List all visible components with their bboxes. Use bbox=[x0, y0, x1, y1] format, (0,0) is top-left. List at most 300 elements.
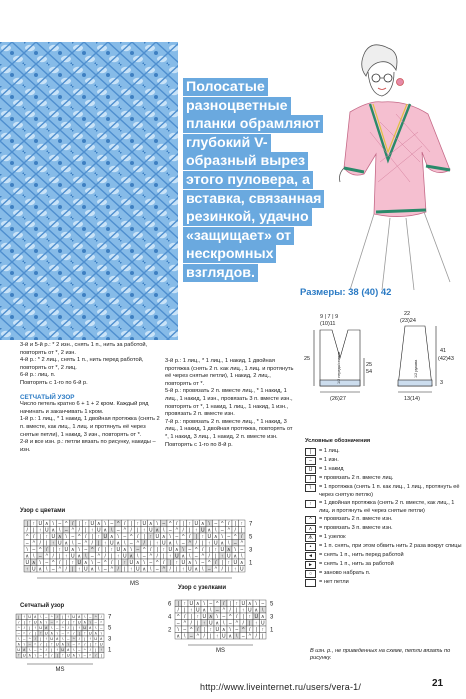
source-url[interactable]: http://www.liveinternet.ru/users/vera-1/ bbox=[200, 682, 362, 692]
dim-41: 41 bbox=[440, 348, 447, 354]
chart-symbol: / bbox=[150, 547, 152, 553]
chart-symbol: – bbox=[116, 527, 120, 534]
chart-symbol: U bbox=[44, 630, 48, 636]
chart-symbol: ↑ bbox=[216, 633, 219, 640]
chart-symbol: ^ bbox=[67, 630, 70, 636]
chart-symbol: U bbox=[83, 566, 88, 573]
chart-symbol: ^ bbox=[71, 527, 74, 534]
chart-symbol: U bbox=[129, 560, 134, 566]
chart-symbol: \ bbox=[156, 521, 158, 527]
chart-symbol: ^ bbox=[17, 625, 20, 630]
chart-symbol: U bbox=[168, 547, 173, 553]
legend-symbol: ∧ bbox=[305, 525, 316, 533]
chart-symbol: ↑ bbox=[23, 614, 26, 619]
row-number: 7 bbox=[108, 614, 112, 621]
label-half-front: 1/2 переда/спинки bbox=[337, 352, 341, 384]
chart-symbol: – bbox=[194, 553, 198, 560]
chart-symbol: ↑ bbox=[195, 527, 198, 534]
chart-symbol: – bbox=[149, 560, 153, 566]
chart-symbol: – bbox=[103, 566, 107, 573]
chart-symbol: – bbox=[25, 540, 29, 547]
chart-symbol: \ bbox=[189, 553, 191, 560]
chart-symbol: ↑ bbox=[162, 547, 165, 553]
chart-symbol: U bbox=[221, 633, 226, 640]
chart-symbol: – bbox=[72, 641, 75, 647]
chart-symbol: \ bbox=[216, 614, 218, 620]
chart-symbol: | bbox=[242, 614, 244, 620]
flower-chart-title: Узор с цветами bbox=[20, 508, 66, 514]
chart-symbol: ∧ bbox=[161, 534, 166, 540]
dim-13-14: 13(14) bbox=[404, 396, 420, 402]
chart-symbol: U bbox=[44, 527, 49, 534]
chart-symbol: – bbox=[51, 566, 55, 573]
instructions-column-2 bbox=[165, 358, 295, 449]
chart-symbol: / bbox=[51, 652, 53, 658]
legend-item bbox=[305, 552, 465, 560]
chart-symbol: \ bbox=[51, 625, 53, 630]
chart-symbol: | bbox=[84, 636, 86, 641]
chart-symbol: U bbox=[148, 527, 153, 534]
chart-symbol: U bbox=[94, 636, 98, 641]
chart-symbol: ∧ bbox=[72, 652, 76, 658]
chart-symbol: ∧ bbox=[247, 601, 252, 607]
chart-symbol: | bbox=[104, 547, 106, 553]
chart-symbol: U bbox=[66, 652, 70, 658]
chart-symbol: \ bbox=[104, 521, 106, 527]
chart-symbol: \ bbox=[117, 534, 119, 540]
knot-chart bbox=[165, 596, 305, 666]
chart-symbol: ∧ bbox=[94, 630, 98, 636]
legend-text: = нет петли bbox=[319, 579, 349, 586]
legend-symbol: \ bbox=[305, 484, 316, 492]
chart-symbol: / bbox=[189, 534, 191, 540]
chart-symbol: U bbox=[135, 566, 140, 573]
chart-symbol: ↑ bbox=[39, 527, 42, 534]
chart-symbol: ^ bbox=[234, 534, 237, 540]
chart-symbol: / bbox=[98, 547, 100, 553]
chart-symbol: – bbox=[77, 540, 81, 547]
chart-symbol: | bbox=[184, 607, 186, 614]
legend-item bbox=[305, 543, 465, 551]
chart-symbol: ↑ bbox=[52, 540, 55, 547]
chart-symbol: / bbox=[72, 521, 74, 527]
chart-symbol: ∧ bbox=[103, 527, 108, 534]
page-number: 21 bbox=[432, 678, 444, 689]
chart-symbol: / bbox=[143, 540, 145, 547]
chart-symbol: ^ bbox=[162, 566, 165, 573]
chart-symbol: ^ bbox=[222, 607, 225, 614]
chart-symbol: ↑ bbox=[196, 614, 199, 620]
chart-symbol: ^ bbox=[149, 553, 152, 560]
fashion-illustration bbox=[310, 42, 466, 292]
chart-symbol: U bbox=[103, 534, 108, 540]
chart-symbol: – bbox=[100, 625, 103, 630]
chart-symbol: ↑ bbox=[78, 566, 81, 573]
chart-symbol: U bbox=[155, 534, 160, 540]
chart-symbol: / bbox=[195, 540, 197, 547]
row-number-left: 2 bbox=[168, 627, 172, 634]
chart-symbol: \ bbox=[45, 619, 47, 625]
chart-symbol: \ bbox=[89, 619, 91, 625]
chart-symbol: \ bbox=[124, 540, 126, 547]
chart-symbol: ↑ bbox=[143, 527, 146, 534]
legend-item bbox=[305, 579, 465, 587]
chart-symbol: – bbox=[214, 521, 218, 527]
legend-note: В изн. р., не приведенных на схеме, петли вязать по рисунку. bbox=[310, 648, 451, 662]
legend-symbol: ◄ bbox=[305, 552, 316, 560]
chart-symbol: | bbox=[124, 566, 126, 573]
chart-symbol: ∧ bbox=[207, 527, 212, 534]
chart-symbol: | bbox=[111, 553, 113, 560]
chart-symbol: ↑ bbox=[89, 636, 92, 641]
chart-symbol: | bbox=[221, 560, 223, 566]
chart-symbol: – bbox=[207, 566, 211, 573]
chart-symbol: | bbox=[197, 620, 199, 627]
chart-symbol: | bbox=[241, 527, 243, 534]
legend-item bbox=[305, 534, 465, 542]
chart-symbol: – bbox=[188, 547, 192, 553]
chart-symbol: \ bbox=[223, 620, 225, 627]
chart-symbol: U bbox=[88, 630, 92, 636]
chart-symbol: U bbox=[64, 547, 69, 553]
chart-symbol: ^ bbox=[78, 534, 81, 540]
chart-symbol: ∧ bbox=[83, 619, 87, 625]
chart-symbol: – bbox=[90, 553, 94, 560]
chart-symbol: ↑ bbox=[221, 553, 224, 560]
chart-symbol: / bbox=[137, 534, 139, 540]
chart-symbol: ^ bbox=[50, 614, 53, 619]
chart-symbol: U bbox=[17, 647, 21, 652]
chart-symbol: / bbox=[236, 614, 238, 620]
chart-symbol: ^ bbox=[61, 625, 64, 630]
chart-symbol: ↑ bbox=[45, 534, 48, 540]
chart-symbol: ^ bbox=[248, 633, 251, 640]
row-number: 3 bbox=[249, 547, 253, 554]
dim-54: 54 bbox=[366, 369, 373, 375]
chart-symbol: | bbox=[137, 527, 139, 534]
legend-text: = провязать 2 п. вместе изн. bbox=[319, 516, 393, 523]
chart-symbol: – bbox=[64, 527, 68, 534]
chart-symbol: \ bbox=[84, 614, 86, 619]
chart-symbol: ∧ bbox=[254, 607, 259, 614]
chart-symbol: \ bbox=[228, 540, 230, 547]
chart-symbol: ∧ bbox=[109, 534, 114, 540]
chart-symbol: U bbox=[247, 607, 252, 614]
chart-symbol: | bbox=[95, 647, 97, 652]
legend-text: = 1 двойная протяжка (снять 2 п. вместе, как лиц., 1 лиц. и протянуть её через снятые петли) bbox=[319, 500, 455, 514]
chart-symbol: ↑ bbox=[94, 641, 97, 647]
chart-symbol: \ bbox=[56, 630, 58, 636]
chart-symbol: ↑ bbox=[17, 652, 20, 658]
knit-swatch-photo bbox=[0, 42, 178, 340]
chart-symbol: | bbox=[52, 547, 54, 553]
chart-symbol: ↑ bbox=[78, 625, 81, 630]
chart-symbol: U bbox=[207, 534, 212, 540]
chart-symbol: \ bbox=[203, 601, 205, 607]
chart-symbol: ^ bbox=[182, 534, 185, 540]
chart-symbol: ^ bbox=[110, 566, 113, 573]
chart-symbol: / bbox=[177, 607, 179, 614]
chart-symbol: U bbox=[70, 553, 75, 560]
chart-symbol: ^ bbox=[94, 614, 97, 619]
chart-symbol: – bbox=[123, 534, 127, 540]
chart-symbol: – bbox=[23, 636, 26, 641]
chart-symbol: ^ bbox=[214, 566, 217, 573]
chart-symbol: – bbox=[71, 534, 75, 540]
chart-symbol: – bbox=[56, 625, 59, 630]
chart-symbol: / bbox=[18, 619, 20, 625]
chart-symbol: – bbox=[78, 647, 81, 652]
chart-symbol: ^ bbox=[65, 521, 68, 527]
chart-symbol: ↑ bbox=[61, 652, 64, 658]
chart-symbol: \ bbox=[67, 641, 69, 647]
sizes-label: Размеры: 38 (40) 42 bbox=[300, 287, 392, 298]
row-number-left: 6 bbox=[168, 601, 172, 608]
chart-symbol: ^ bbox=[130, 534, 133, 540]
chart-symbol: | bbox=[150, 540, 152, 547]
chart-symbol: ^ bbox=[156, 560, 159, 566]
chart-symbol: ^ bbox=[32, 540, 35, 547]
row-number: 3 bbox=[270, 614, 274, 621]
chart-symbol: \ bbox=[262, 607, 264, 614]
chart-symbol: – bbox=[162, 521, 166, 527]
chart-symbol: / bbox=[33, 534, 35, 540]
legend-symbol: • bbox=[305, 543, 316, 551]
chart-symbol: ∧ bbox=[38, 566, 43, 573]
chart-symbol: ∧ bbox=[50, 630, 54, 636]
chart-symbol: U bbox=[200, 527, 205, 534]
chart-symbol: ↑ bbox=[203, 620, 206, 627]
chart-symbol: ∧ bbox=[260, 614, 265, 620]
chart-symbol: ↑ bbox=[97, 534, 100, 540]
chart-symbol: ∧ bbox=[208, 614, 213, 620]
chart-symbol: / bbox=[85, 534, 87, 540]
chart-symbol: – bbox=[209, 601, 213, 607]
chart-symbol: ↑ bbox=[227, 560, 230, 566]
chart-symbol: ^ bbox=[45, 652, 48, 658]
legend-item bbox=[305, 500, 465, 515]
chart-symbol: ^ bbox=[23, 630, 26, 636]
chart-symbol: ∧ bbox=[70, 547, 75, 553]
chart-symbol: U bbox=[254, 614, 259, 620]
chart-symbol: \ bbox=[72, 540, 74, 547]
chart-symbol: – bbox=[94, 619, 97, 625]
chart-symbol: ↑ bbox=[182, 566, 185, 573]
legend-item bbox=[305, 457, 465, 465]
chart-symbol: ↑ bbox=[83, 630, 86, 636]
chart-symbol: ↑ bbox=[201, 534, 204, 540]
chart-symbol: ↑ bbox=[72, 619, 75, 625]
dim-right-top: 22 bbox=[404, 311, 411, 317]
chart-symbol: ∧ bbox=[77, 614, 81, 619]
chart-symbol: / bbox=[202, 547, 204, 553]
chart-symbol: ^ bbox=[89, 652, 92, 658]
chart-symbol: | bbox=[91, 534, 93, 540]
chart-symbol: | bbox=[229, 601, 231, 607]
chart-symbol: | bbox=[45, 641, 47, 647]
chart-symbol: U bbox=[38, 521, 43, 527]
chart-symbol: ∧ bbox=[90, 566, 95, 573]
chart-symbol: | bbox=[182, 521, 184, 527]
row-number: 1 bbox=[249, 560, 253, 567]
rows-3-5-text: 3-й и 5-й р.: * 2 изн., снять 1 п., нить за работой, повторять от *, 2 изн. bbox=[20, 342, 148, 356]
legend-symbol: | bbox=[305, 448, 316, 456]
chart-symbol: / bbox=[221, 566, 223, 573]
chart-symbol: ∧ bbox=[226, 547, 231, 553]
chart-symbol: – bbox=[89, 614, 92, 619]
chart-symbol: ∧ bbox=[135, 560, 140, 566]
chart-symbol: | bbox=[59, 553, 61, 560]
chart-symbol: U bbox=[83, 625, 87, 630]
chart-symbol: / bbox=[46, 547, 48, 553]
chart-symbol: | bbox=[100, 652, 102, 658]
chart-symbol: \ bbox=[65, 534, 67, 540]
chart-symbol: ↑ bbox=[100, 647, 103, 652]
chart-symbol: | bbox=[29, 625, 31, 630]
chart-symbol: ^ bbox=[196, 633, 199, 640]
chart-symbol: ^ bbox=[201, 553, 204, 560]
chart-symbol: | bbox=[85, 527, 87, 534]
chart-symbol: | bbox=[156, 547, 158, 553]
chart-symbol: U bbox=[55, 641, 59, 647]
chart-symbol: \ bbox=[59, 527, 61, 534]
chart-symbol: \ bbox=[18, 636, 20, 641]
chart-symbol: ^ bbox=[242, 627, 245, 633]
chart-symbol: ↑ bbox=[261, 627, 264, 633]
row-number: 1 bbox=[270, 627, 274, 634]
chart-symbol: U bbox=[50, 636, 54, 641]
chart-symbol: / bbox=[78, 636, 80, 641]
chart-symbol: | bbox=[117, 560, 119, 566]
chart-symbol: | bbox=[262, 633, 264, 640]
chart-symbol: U bbox=[33, 619, 37, 625]
chart-symbol: | bbox=[169, 560, 171, 566]
chart-symbol: ↑ bbox=[65, 553, 68, 560]
dim-top: 9 | 7 | 9 bbox=[320, 314, 339, 320]
chart-symbol: – bbox=[220, 527, 224, 534]
chart-symbol: | bbox=[203, 627, 205, 633]
chart-symbol: ∧ bbox=[228, 633, 233, 640]
legend-text: = провязать 2 п. вместе лиц. bbox=[319, 475, 394, 482]
chart-symbol: / bbox=[156, 553, 158, 560]
chart-symbol: | bbox=[255, 627, 257, 633]
chart-symbol: ↑ bbox=[190, 607, 193, 614]
chart-symbol: / bbox=[95, 652, 97, 658]
chart-symbol: \ bbox=[40, 614, 42, 619]
chart-symbol: ↑ bbox=[32, 521, 35, 527]
legend-text: = снять 1 п., нить за работой bbox=[319, 561, 394, 568]
chart-symbol: | bbox=[215, 553, 217, 560]
chart-symbol: U bbox=[96, 527, 101, 534]
chart-symbol: – bbox=[175, 534, 179, 540]
chart-symbol: ∧ bbox=[148, 521, 153, 527]
chart-symbol: U bbox=[220, 547, 225, 553]
label-sleeve: 1/2 рукава bbox=[414, 359, 418, 378]
chart-symbol: ↑ bbox=[123, 560, 126, 566]
chart-symbol: | bbox=[23, 619, 25, 625]
chart-symbol: ^ bbox=[183, 620, 186, 627]
chart-symbol: / bbox=[39, 540, 41, 547]
legend-item bbox=[305, 484, 465, 499]
chart-symbol: / bbox=[91, 540, 93, 547]
chart-symbol: ↑ bbox=[183, 601, 186, 607]
chart-symbol: U bbox=[31, 566, 36, 573]
chart-symbol: / bbox=[242, 620, 244, 627]
chart-symbol: – bbox=[83, 652, 86, 658]
chart-symbol: ^ bbox=[34, 641, 37, 647]
chart-symbol: / bbox=[67, 625, 69, 630]
mesh-heading: СЕТЧАТЫЙ УЗОР bbox=[20, 393, 75, 401]
chart-symbol: – bbox=[129, 540, 133, 547]
chart-symbol: ↑ bbox=[34, 625, 37, 630]
chart-symbol: / bbox=[89, 647, 91, 652]
knot-chart-title: Узор с узелками bbox=[178, 585, 227, 591]
chart-symbol: ∧ bbox=[17, 641, 21, 647]
chart-symbol: ∧ bbox=[202, 607, 207, 614]
chart-symbol: ∧ bbox=[129, 553, 134, 560]
chart-symbol: ∧ bbox=[44, 521, 49, 527]
col2-row7: 7-й р.: провязать 2 п. вместе лиц., * 1 накид, 3 лиц., 1 накид, 1 двойная протяжка, повторять от *, 1 накид, 3 лиц., 1 накид, 2 п. вместе изн. bbox=[165, 418, 293, 440]
chart-symbol: ∧ bbox=[187, 560, 192, 566]
chart-symbol: – bbox=[235, 627, 239, 633]
mesh-row2: 2-й и все изн. р.: петли вязать по рисунку, накиды – изн. bbox=[20, 439, 156, 453]
chart-symbol: ∧ bbox=[213, 534, 218, 540]
chart-symbol: | bbox=[208, 547, 210, 553]
chart-symbol: \ bbox=[236, 633, 238, 640]
chart-symbol: / bbox=[229, 607, 231, 614]
chart-symbol: \ bbox=[73, 647, 75, 652]
chart-symbol: ^ bbox=[84, 540, 87, 547]
chart-symbol: | bbox=[143, 534, 145, 540]
legend-symbol: ^ bbox=[305, 516, 316, 524]
chart-symbol: ^ bbox=[216, 601, 219, 607]
chart-symbol: U bbox=[187, 566, 192, 573]
legend-item bbox=[305, 448, 465, 456]
chart-symbol: ^ bbox=[97, 553, 100, 560]
legend-text: = 1 накид bbox=[319, 466, 344, 473]
chart-symbol: ∧ bbox=[55, 636, 59, 641]
chart-symbol: | bbox=[78, 630, 80, 636]
chart-symbol: ∧ bbox=[51, 527, 56, 534]
flower-chart bbox=[20, 518, 300, 587]
chart-symbol: U bbox=[260, 620, 265, 627]
legend-item bbox=[305, 475, 465, 483]
chart-symbol: – bbox=[136, 547, 140, 553]
chart-symbol: \ bbox=[241, 553, 243, 560]
chart-symbol: / bbox=[29, 630, 31, 636]
chart-symbol: ↑ bbox=[91, 527, 94, 534]
chart-symbol: | bbox=[234, 521, 236, 527]
chart-symbol: | bbox=[177, 601, 179, 607]
chart-symbol: \ bbox=[143, 560, 145, 566]
chart-symbol: | bbox=[236, 607, 238, 614]
chart-symbol: / bbox=[169, 566, 171, 573]
row-number: 5 bbox=[249, 534, 253, 541]
chart-symbol: / bbox=[100, 614, 102, 619]
chart-symbol: | bbox=[163, 553, 165, 560]
row-number: 3 bbox=[108, 636, 112, 643]
chart-symbol: U bbox=[39, 625, 43, 630]
row-number: 5 bbox=[270, 601, 274, 608]
legend-symbol: ᗑ bbox=[305, 534, 316, 542]
chart-symbol: – bbox=[28, 641, 31, 647]
legend-title: Условные обозначения bbox=[305, 438, 371, 444]
chart-symbol: | bbox=[130, 521, 132, 527]
chart-symbol: – bbox=[45, 560, 49, 566]
legend-item bbox=[305, 466, 465, 474]
chart-symbol: – bbox=[189, 633, 193, 640]
chart-symbol: / bbox=[40, 641, 42, 647]
